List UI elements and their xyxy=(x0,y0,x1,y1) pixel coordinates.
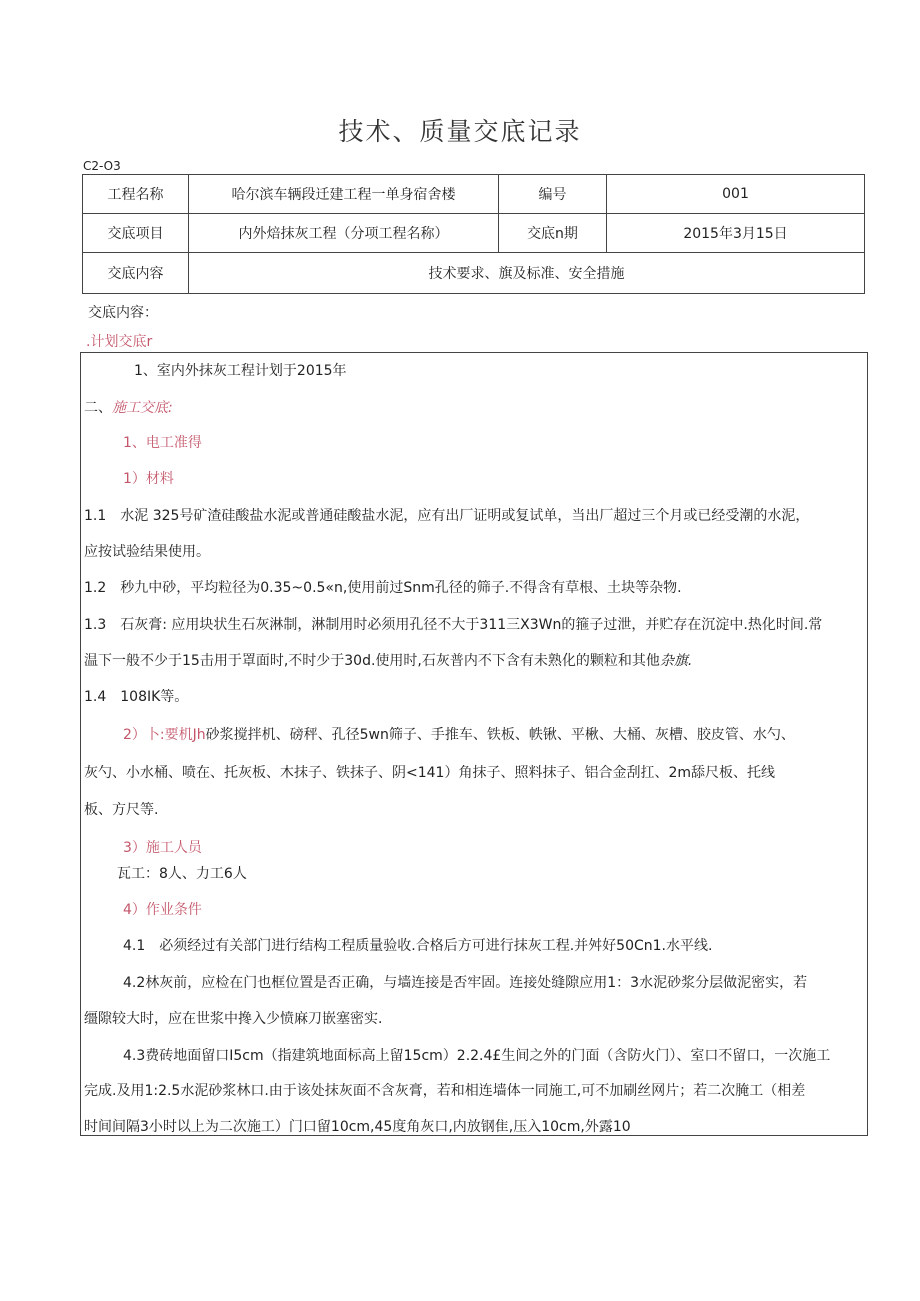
content-heading: 交底内容： xyxy=(88,305,158,321)
materials-heading: 1）材料 xyxy=(123,471,174,487)
material-1-2: 1.2 秒九中砂，平均粒径为0.35~0.5«n,使用前过Snm孔径的筛子.不得含有草根、土块等杂物. xyxy=(84,580,682,596)
material-1-3: 1.3 石灰膏: 应用块状生石灰淋制，淋制用时必须用孔径不大于311三X3Wn的箍子过泄，并贮存在沉淀中.热化时间.常 xyxy=(84,617,823,633)
material-1-3-cont xyxy=(84,650,692,670)
condition-4-3: 4.3费砖地面留口I5cm（指建筑地面标高上留15cm）2.2.4£生间之外的门面（含防火门）、室口不留口，一次施工 xyxy=(123,1048,831,1064)
personnel-line: 瓦工：8人、力工6人 xyxy=(117,866,247,882)
machinery-list-cont-1: 灰勺、小水桶、喷在、托灰板、木抹子、铁抹子、阴<141）角抹子、照料抹子、铝合金刮扛、2m舔尺板、托线 xyxy=(84,765,775,781)
disclosure-content-box xyxy=(80,352,868,1136)
info-table xyxy=(82,174,865,294)
material-1-1-cont: 应按试验结果使用。 xyxy=(84,544,210,560)
condition-4-3-cont-2: 时间间隔3小时以上为二次施工）门口留10cm,45度角灰口,内放钢隹,压入10cm,外露10 xyxy=(84,1119,631,1135)
date-label: 交底n期 xyxy=(499,214,607,253)
material-1-4: 1.4 108IK等。 xyxy=(84,689,189,705)
info-row-item xyxy=(83,214,865,253)
date-value: 2015年3月15日 xyxy=(607,214,865,253)
machinery-line xyxy=(123,724,795,744)
plan-heading: .计划交底r xyxy=(86,334,153,350)
conditions-heading: 4）作业条件 xyxy=(123,902,202,918)
project-name-value: 哈尔滨车辆段迁建工程一单身宿舍楼 xyxy=(189,175,499,214)
info-row-project xyxy=(83,175,865,214)
condition-4-3-cont-1: 完成.及用1:2.5水泥砂浆林口.由于该处抹灰面不含灰膏，若和相连墙体一同施工,可不加刷丝网片；若二次腌工（相差 xyxy=(84,1083,806,1099)
machinery-list: 砂浆搅拌机、磅秤、孔径5wn筛子、手推车、铁板、帙锹、平楸、大桶、灰槽、胶皮管、水勺、 xyxy=(205,727,795,743)
content-label: 交底内容 xyxy=(83,253,189,294)
content-value: 技术要求、旗及标准、安全措施 xyxy=(189,253,865,294)
condition-4-2: 4.2林灰前，应检在门也框位置是否正确，与墙连接是否牢固。连接处缝隙应用1：3水泥砂浆分层做泥密实，若 xyxy=(123,975,808,991)
machinery-list-cont-2: 板、方尺等. xyxy=(84,802,159,818)
number-label: 编号 xyxy=(499,175,607,214)
section-2-number: 二、 xyxy=(84,400,112,416)
document-title: 技术、质量交底记录 xyxy=(338,117,582,146)
item-value: 内外焙抹灰工程（分项工程名称） xyxy=(189,214,499,253)
item-label: 交底项目 xyxy=(83,214,189,253)
section-2-heading xyxy=(84,397,173,417)
material-1-3-cont-italic: 杂旗. xyxy=(659,653,693,669)
machinery-heading: 2）卜:要机Jh xyxy=(123,727,206,743)
personnel-heading: 3）施工人员 xyxy=(123,840,202,856)
subsection-electrical: 1、电工准得 xyxy=(123,435,202,451)
project-name-label: 工程名称 xyxy=(83,175,189,214)
material-1-1: 1.1 水泥 325号矿渣硅酸盐水泥或普通硅酸盐水泥，应有出厂证明或复试单，当出厂超过三个月或已经受潮的水泥， xyxy=(84,508,810,524)
number-value: 001 xyxy=(607,175,865,214)
condition-4-2-cont: 缰隙较大时，应在世浆中搀入少愤麻刀嵌塞密实. xyxy=(84,1011,383,1027)
info-row-content xyxy=(83,253,865,294)
material-1-3-cont-text: 温下一般不少于15击用于罩面时,不时少于30d.使用时,石灰普内不下含有未熟化的颗粒和其他 xyxy=(84,653,660,669)
section-2-title: 施工交底: xyxy=(112,400,173,416)
form-code: C2-O3 xyxy=(83,159,121,173)
plan-line: 1、室内外抹灰工程计划于2015年 xyxy=(134,363,347,379)
condition-4-1: 4.1 必须经过有关部门进行结构工程质量验收.合格后方可进行抹灰工程.并舛好50Cn1.水平线. xyxy=(123,938,713,954)
